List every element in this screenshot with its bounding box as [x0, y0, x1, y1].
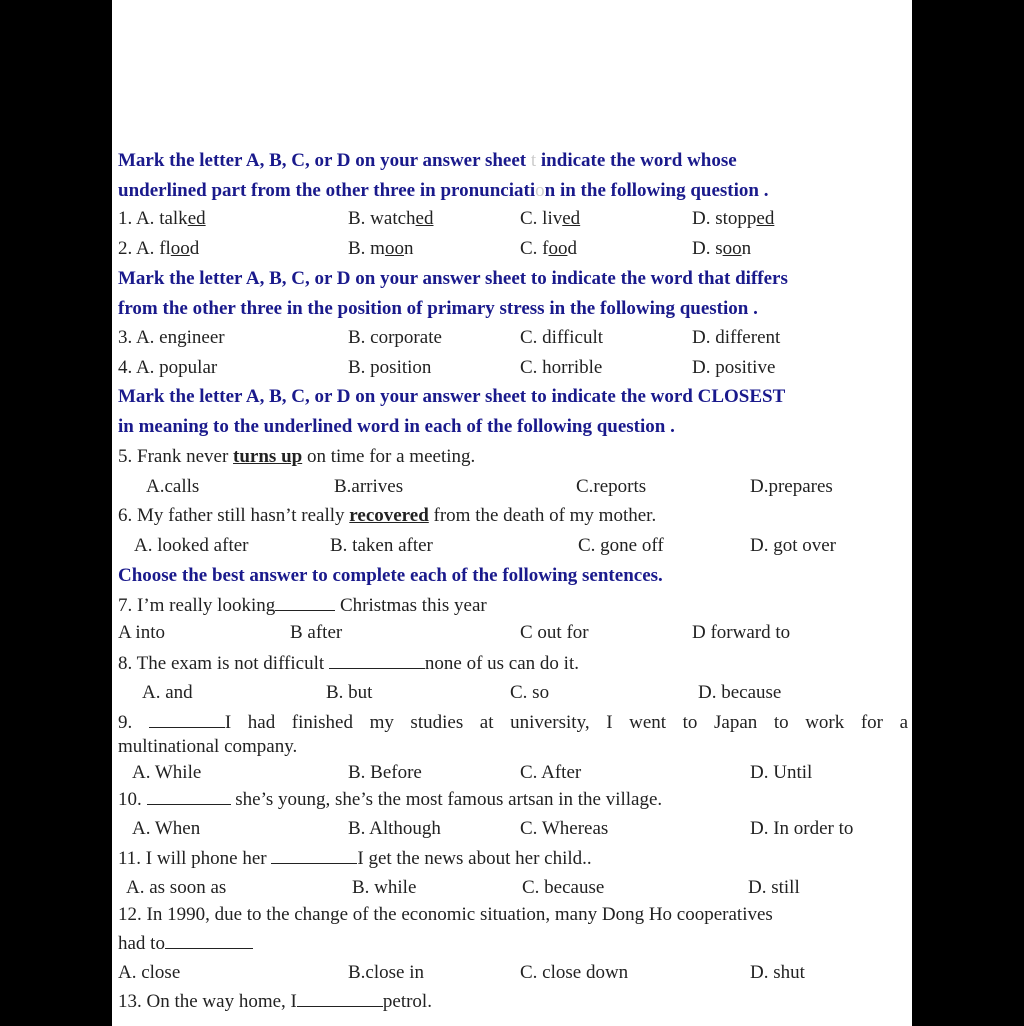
worksheet-page: [112, 0, 912, 1026]
q5-stem: 5. Frank never turns up on time for a meeting.: [118, 446, 476, 467]
section-3-instruction-line-2: in meaning to the underlined word in each of the following question .: [118, 416, 675, 437]
q8-option-b: B. but: [326, 682, 373, 703]
q5-option-d: D.prepares: [750, 476, 833, 497]
q11-blank: [271, 847, 357, 864]
q1-option-b: B. watched: [348, 208, 434, 229]
q12-option-c: C. close down: [520, 962, 629, 983]
q12-option-a: A. close: [118, 962, 181, 983]
q12-stem-line-1: 12. In 1990, due to the change of the economic situation, many Dong Ho cooperatives: [118, 904, 773, 925]
q9-stem-line-2: multinational company.: [118, 736, 298, 757]
q3-option-b: B. corporate: [348, 327, 442, 348]
q6-option-c: C. gone off: [578, 535, 664, 556]
q3-option-d: D. different: [692, 327, 781, 348]
q10-option-d: D. In order to: [750, 818, 854, 839]
q2-option-a: 2. A. flood: [118, 238, 200, 259]
q2-option-c: C. food: [520, 238, 577, 259]
q1-option-d: D. stopped: [692, 208, 775, 229]
q12-option-b: B.close in: [348, 962, 424, 983]
q8-stem: 8. The exam is not difficult none of us can do it.: [118, 653, 579, 674]
q6-option-b: B. taken after: [330, 535, 433, 556]
q6-stem: 6. My father still hasn’t really recovered from the death of my mother.: [118, 505, 657, 526]
q12-stem-line-2: had to: [118, 932, 253, 955]
q10-option-b: B. Although: [348, 818, 441, 839]
q9-option-b: B. Before: [348, 762, 422, 783]
q7-blank: [275, 594, 335, 611]
q10-stem: 10. she’s young, she’s the most famous artsan in the village.: [118, 789, 663, 810]
q1-option-a: 1. A. talked: [118, 208, 206, 229]
q11-stem: 11. I will phone her I get the news about her child..: [118, 848, 592, 869]
q11-option-a: A. as soon as: [126, 877, 227, 898]
q10-option-c: C. Whereas: [520, 818, 609, 839]
q10-option-a: A. When: [132, 818, 201, 839]
q11-option-d: D. still: [748, 877, 800, 898]
q13-blank: [297, 990, 383, 1007]
q9-option-d: D. Until: [750, 762, 813, 783]
q8-option-d: D. because: [698, 682, 782, 703]
q4-option-d: D. positive: [692, 357, 776, 378]
q4-option-a: 4. A. popular: [118, 357, 218, 378]
q8-option-a: A. and: [142, 682, 193, 703]
q10-blank: [147, 788, 231, 805]
section-1-instruction-line-2: underlined part from the other three in pronunciation in the following question .: [118, 180, 769, 201]
section-4-instruction: Choose the best answer to complete each of the following sentences.: [118, 565, 663, 586]
q6-option-a: A. looked after: [134, 535, 249, 556]
q7-stem: 7. I’m really looking Christmas this year: [118, 595, 487, 616]
q2-option-b: B. moon: [348, 238, 414, 259]
q5-option-b: B.arrives: [334, 476, 404, 497]
q5-option-c: C.reports: [576, 476, 647, 497]
q4-option-b: B. position: [348, 357, 432, 378]
q9-option-a: A. While: [132, 762, 202, 783]
q3-option-a: 3. A. engineer: [118, 327, 225, 348]
q1-option-c: C. lived: [520, 208, 581, 229]
q11-option-b: B. while: [352, 877, 417, 898]
section-1-instruction-line-1: Mark the letter A, B, C, or D on your answer sheet t indicate the word whose: [118, 150, 737, 171]
q7-option-d: D forward to: [692, 622, 791, 643]
q7-option-a: A into: [118, 622, 165, 643]
section-3-instruction-line-1: Mark the letter A, B, C, or D on your answer sheet to indicate the word CLOSEST: [118, 386, 786, 407]
q12-option-d: D. shut: [750, 962, 805, 983]
q7-option-b: B after: [290, 622, 343, 643]
q6-option-d: D. got over: [750, 535, 837, 556]
q7-option-c: C out for: [520, 622, 589, 643]
q3-option-c: C. difficult: [520, 327, 604, 348]
q4-option-c: C. horrible: [520, 357, 603, 378]
q9-option-c: C. After: [520, 762, 582, 783]
q5-option-a: A.calls: [146, 476, 200, 497]
q9-stem-line-1: 9. I had finished my studies at university, I went to Japan to work for a: [118, 712, 909, 733]
q11-option-c: C. because: [522, 877, 605, 898]
q8-option-c: C. so: [510, 682, 550, 703]
q13-stem: 13. On the way home, I petrol.: [118, 991, 432, 1012]
q12-blank: [165, 932, 253, 949]
q9-blank: [149, 711, 225, 728]
section-2-instruction-line-1: Mark the letter A, B, C, or D on your answer sheet to indicate the word that differs: [118, 268, 788, 289]
q8-blank: [329, 652, 425, 669]
q2-option-d: D. soon: [692, 238, 752, 259]
section-2-instruction-line-2: from the other three in the position of primary stress in the following question .: [118, 298, 758, 319]
